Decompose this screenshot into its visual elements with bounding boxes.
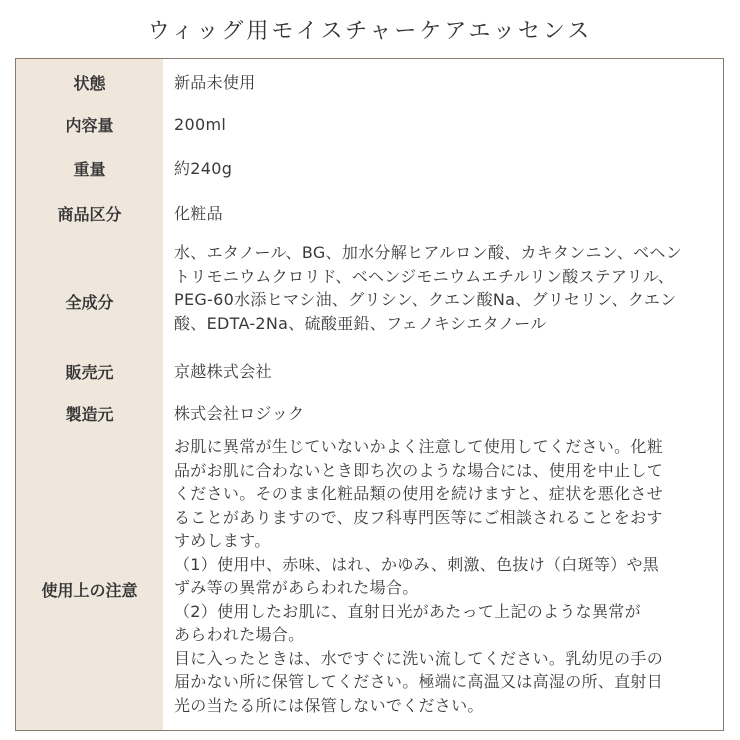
row-label: 全成分	[65, 293, 114, 312]
row-value	[174, 402, 714, 426]
spec-row-condition	[16, 59, 723, 105]
value-line: ください。そのまま化粧品類の使用を続けますと、症状を悪化させ	[174, 484, 664, 503]
row-label: 商品区分	[57, 205, 122, 224]
value-line: 水、エタノール、BG、加水分解ヒアルロン酸、カキタンニン、ベヘン	[174, 243, 683, 262]
value-line: 酸、EDTA-2Na、硫酸亜鉛、フェノキシエタノール	[174, 313, 547, 333]
spec-row-weight	[16, 148, 723, 191]
row-label: 販売元	[65, 363, 114, 382]
value-line: 品がお肌に合わないとき即ち次のような場合には、使用を中止して	[174, 460, 664, 480]
value-line: （2）使用したお肌に、直射日光があたって上記のような異常が	[174, 601, 641, 621]
value-line: 京越株式会社	[174, 362, 272, 381]
row-label: 状態	[73, 74, 106, 93]
row-value	[174, 241, 714, 335]
spec-row-volume	[16, 105, 723, 148]
row-value	[174, 113, 714, 137]
row-value	[174, 71, 714, 95]
value-line: 200ml	[174, 115, 227, 134]
row-label: 使用上の注意	[41, 581, 138, 600]
row-label: 内容量	[65, 116, 114, 135]
value-line: PEG-60水添ヒマシ油、グリシン、クエン酸Na、グリセリン、クエン	[174, 290, 677, 309]
page-title: ウィッグ用モイスチャーケアエッセンス	[147, 19, 593, 44]
row-label: 重量	[73, 160, 106, 179]
value-line: 目に入ったときは、水ですぐに洗い流してください。乳幼児の手の	[174, 648, 664, 668]
value-line: お肌に異常が生じていないかよく注意して使用してください。化粧	[174, 437, 664, 456]
row-value	[174, 360, 714, 384]
row-value	[174, 435, 714, 717]
spec-row-precautions	[16, 435, 723, 730]
spec-row-category	[16, 191, 723, 234]
value-line: あらわれた場合。	[174, 625, 305, 644]
value-line: ずみ等の異常があらわれた場合。	[174, 578, 419, 597]
spec-row-seller	[16, 349, 723, 392]
spec-row-ingredients	[16, 234, 723, 349]
value-line: ることがありますので、皮フ科専門医等にご相談されることをおす	[174, 507, 663, 527]
value-line: 約240g	[174, 159, 233, 178]
value-line: すめします。	[174, 531, 271, 550]
value-line: 光の当たる所には保管しないでください。	[174, 695, 484, 715]
value-line: 届かない所に保管してください。極端に高温又は高湿の所、直射日	[174, 672, 664, 691]
spec-row-manufacturer	[16, 392, 723, 435]
value-line: （1）使用中、赤味、はれ、かゆみ、刺激、色抜け（白斑等）や黒	[174, 554, 660, 574]
value-line: 化粧品	[174, 204, 223, 223]
value-line: 新品未使用	[174, 73, 256, 92]
row-value	[174, 157, 714, 181]
value-line: トリモニウムクロリド、ベヘンジモニウムエチルリン酸ステアリル、	[174, 266, 675, 286]
row-label: 製造元	[65, 405, 114, 424]
value-line: 株式会社ロジック	[174, 404, 305, 423]
row-value	[174, 202, 714, 226]
spec-table	[15, 58, 724, 731]
